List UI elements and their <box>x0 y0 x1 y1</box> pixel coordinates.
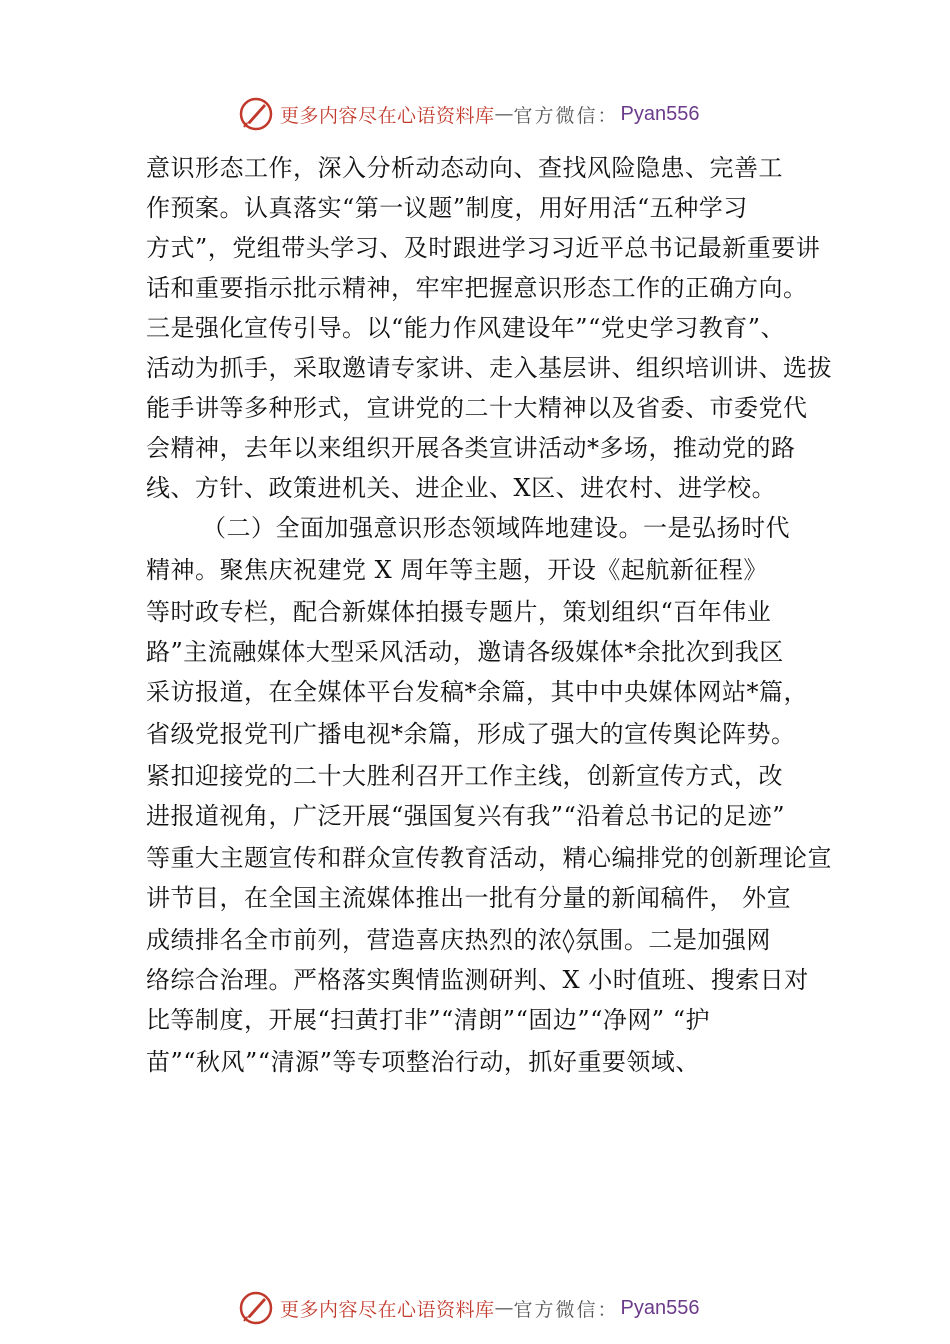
body-line: 讲节目，在全国主流媒体推出一批有分量的新闻稿件， 外宣 <box>146 884 792 912</box>
body-line: 成绩排名全市前列，营造喜庆热烈的浓◊氛围。二是加强网 <box>146 926 771 954</box>
body-line: 话和重要指示批示精神，牢牢把握意识形态工作的正确方向。 <box>146 274 808 302</box>
body-line: 路”主流融媒体大型采风活动，邀请各级媒体*余批次到我区 <box>146 638 784 666</box>
body-line: 比等制度，开展“扫黄打非”“清朗”“固边”“净网” “护 <box>146 1006 711 1034</box>
body-line: 作预案。认真落实“第一议题”制度，用好用活“五种学习 <box>146 194 748 222</box>
body-line: 会精神，去年以来组织开展各类宣讲活动*多场，推动党的路 <box>146 434 796 462</box>
body-line: 能手讲等多种形式，宣讲党的二十大精神以及省委、市委党代 <box>146 394 808 422</box>
header-watermark <box>238 96 700 132</box>
body-line: 等重大主题宣传和群众宣传教育活动，精心编排党的创新理论宣 <box>146 844 832 872</box>
body-line: 线、方针、政策进机关、进企业、X区、进农村、进学校。 <box>146 474 777 502</box>
quill-logo-icon <box>238 1290 274 1326</box>
watermark-label: 官方微信： <box>513 1298 619 1321</box>
watermark-name: 更多内容尽在心语资料库 <box>280 104 495 127</box>
body-line: 精神。聚焦庆祝建党 X 周年等主题，开设《起航新征程》 <box>146 556 768 584</box>
body-line: 方式”，党组带头学习、及时跟进学习习近平总书记最新重要讲 <box>146 234 821 262</box>
body-line: 络综合治理。严格落实舆情监测研判、X 小时值班、搜索日对 <box>146 966 809 994</box>
body-line: 意识形态工作，深入分析动态动向、查找风险隐患、完善工 <box>146 154 783 182</box>
body-line: 苗”“秋风”“清源”等专项整治行动，抓好重要领域、 <box>146 1048 700 1076</box>
watermark-wechat-id: Pyan556 <box>620 102 700 125</box>
body-line: 省级党报党刊广播电视*余篇，形成了强大的宣传舆论阵势。 <box>146 720 796 748</box>
section-heading-line: （二）全面加强意识形态领域阵地建设。一是弘扬时代 <box>202 514 790 542</box>
watermark-dash: — <box>494 1297 514 1319</box>
body-line: 活动为抓手，采取邀请专家讲、走入基层讲、组织培训讲、选拔 <box>146 354 832 382</box>
body-line: 采访报道，在全媒体平台发稿*余篇，其中中央媒体网站*篇， <box>146 678 808 706</box>
body-line: 进报道视角，广泛开展“强国复兴有我”“沿着总书记的足迹” <box>146 802 786 830</box>
body-line: 紧扣迎接党的二十大胜利召开工作主线，创新宣传方式，改 <box>146 762 783 790</box>
watermark-dash: — <box>494 103 514 125</box>
body-line: 三是强化宣传引导。以“能力作风建设年”“党史学习教育”、 <box>146 314 786 342</box>
watermark-name: 更多内容尽在心语资料库 <box>280 1298 495 1321</box>
watermark-wechat-id: Pyan556 <box>620 1296 700 1319</box>
body-line: 等时政专栏，配合新媒体拍摄专题片，策划组织“百年伟业 <box>146 598 772 626</box>
quill-logo-icon <box>238 96 274 132</box>
footer-watermark <box>238 1290 700 1326</box>
watermark-label: 官方微信： <box>513 104 619 127</box>
